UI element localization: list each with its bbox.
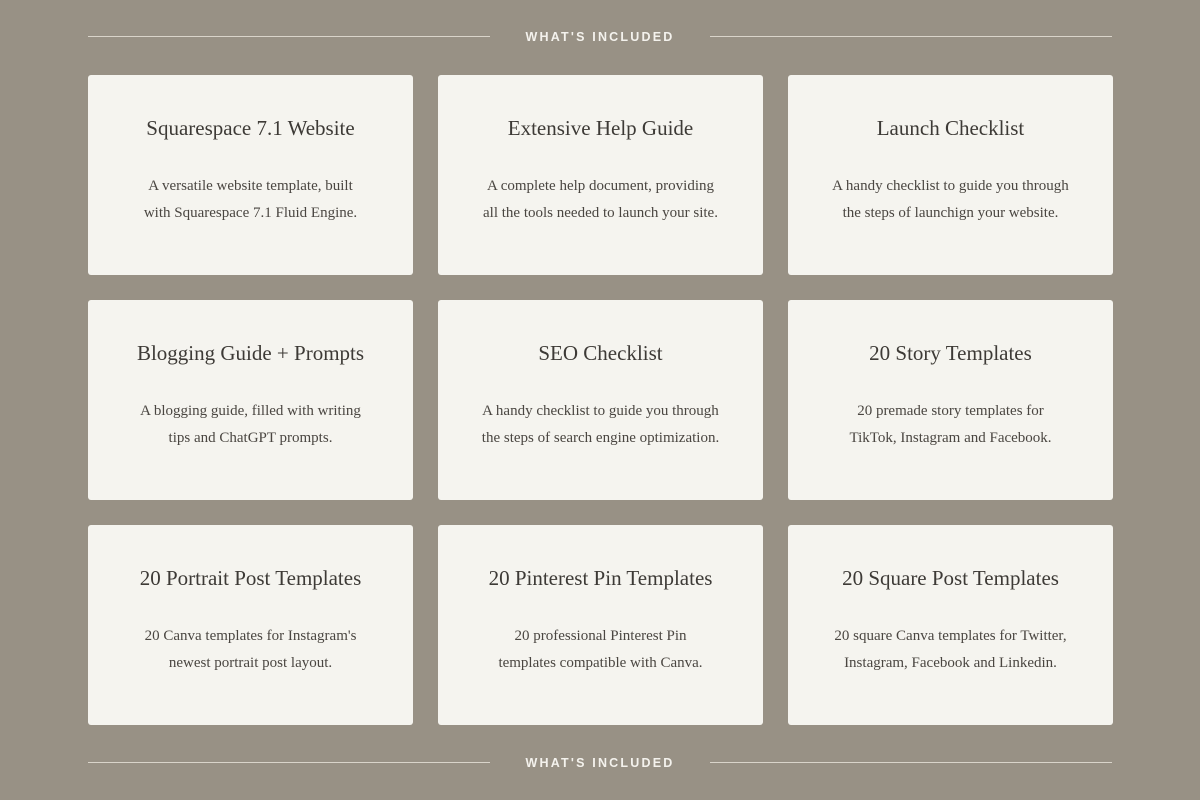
card-description-line: A complete help document, providing (486, 178, 715, 194)
card-description (788, 623, 1113, 677)
card-blogging-guide (88, 300, 413, 500)
card-description-line: A handy checklist to guide you through (482, 403, 719, 419)
card-description-line: 20 Canva templates for Instagram's (144, 628, 357, 644)
card-help-guide (438, 75, 763, 275)
section-footer (0, 753, 1200, 773)
card-description-line: the steps of search engine optimization. (481, 430, 720, 446)
card-description-line: A blogging guide, filled with writing (140, 403, 361, 419)
card-pinterest-pin-templates (438, 525, 763, 725)
card-description-line: the steps of launchign your website. (842, 205, 1059, 221)
card-description (88, 398, 413, 452)
card-seo-checklist (438, 300, 763, 500)
card-description-line: with Squarespace 7.1 Fluid Engine. (143, 205, 358, 221)
card-description-line: newest portrait post layout. (168, 655, 333, 671)
header-rule-right (710, 36, 1112, 37)
card-description-line: all the tools needed to launch your site. (483, 205, 718, 221)
card-title: SEO Checklist (538, 341, 663, 365)
card-squarespace-website (88, 75, 413, 275)
card-title: Blogging Guide + Prompts (136, 341, 365, 365)
card-title: 20 Story Templates (869, 341, 1032, 365)
card-square-post-templates (788, 525, 1113, 725)
card-title: 20 Pinterest Pin Templates (488, 566, 713, 590)
card-description-line: Instagram, Facebook and Linkedin. (844, 655, 1057, 671)
card-description (788, 398, 1113, 452)
card-description-line: A versatile website template, built (148, 178, 353, 194)
card-description (788, 173, 1113, 227)
card-description (438, 173, 763, 227)
card-title: Extensive Help Guide (507, 116, 694, 140)
card-title: Squarespace 7.1 Website (146, 116, 355, 140)
section-header-label: WHAT'S INCLUDED (525, 30, 675, 44)
card-description (88, 173, 413, 227)
card-description-line: TikTok, Instagram and Facebook. (849, 430, 1052, 446)
card-description (438, 398, 763, 452)
section-header (0, 27, 1200, 47)
card-description-line: templates compatible with Canva. (498, 655, 703, 671)
card-title: 20 Portrait Post Templates (139, 566, 362, 590)
card-description-line: tips and ChatGPT prompts. (168, 430, 333, 446)
card-description (438, 623, 763, 677)
card-description-line: 20 professional Pinterest Pin (514, 628, 687, 644)
footer-rule-right (710, 762, 1112, 763)
section-footer-label: WHAT'S INCLUDED (525, 756, 675, 770)
card-description-line: A handy checklist to guide you through (832, 178, 1069, 194)
card-title: 20 Square Post Templates (842, 566, 1059, 590)
card-description (88, 623, 413, 677)
card-title: Launch Checklist (876, 116, 1025, 140)
included-items-grid (88, 75, 1113, 725)
header-rule-left (88, 36, 490, 37)
card-launch-checklist (788, 75, 1113, 275)
footer-rule-left (88, 762, 490, 763)
card-portrait-post-templates (88, 525, 413, 725)
card-story-templates (788, 300, 1113, 500)
card-description-line: 20 square Canva templates for Twitter, (834, 628, 1067, 644)
card-description-line: 20 premade story templates for (857, 403, 1044, 419)
